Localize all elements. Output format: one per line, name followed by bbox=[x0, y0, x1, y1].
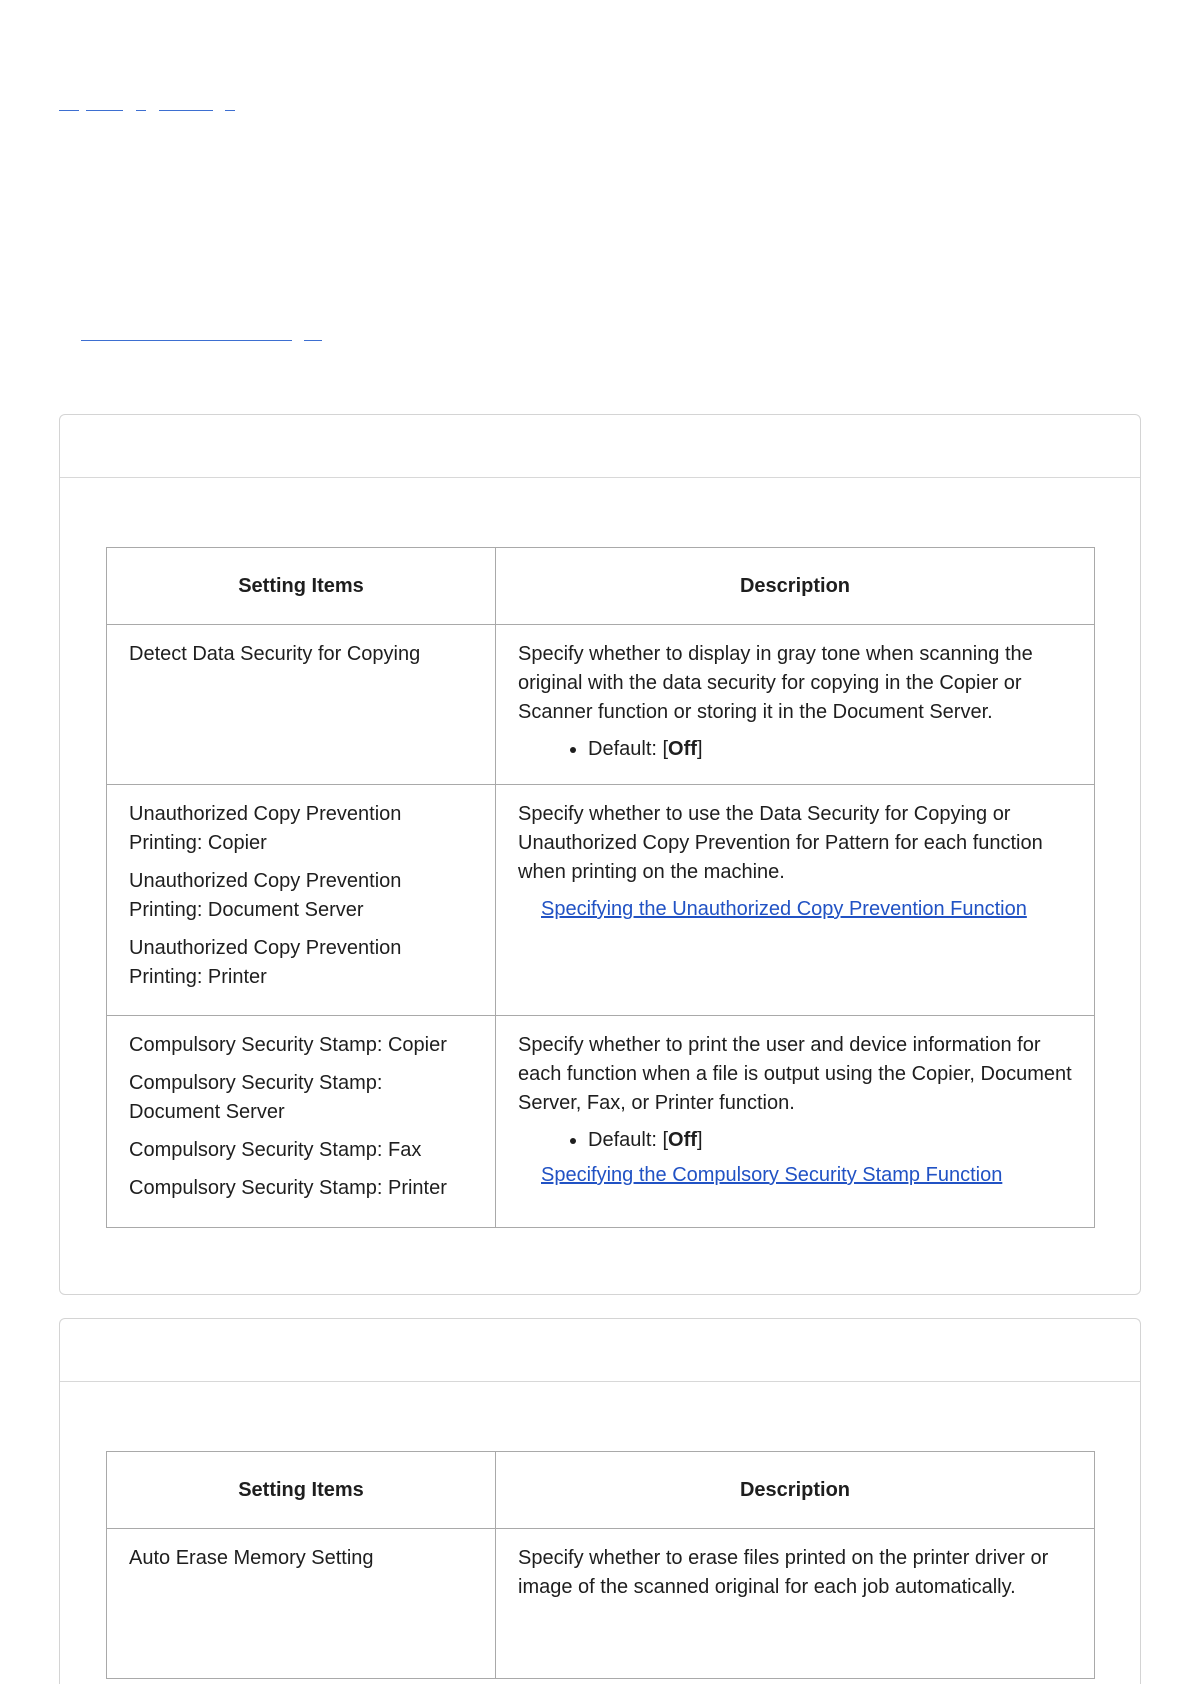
panel-header-2 bbox=[60, 1319, 1140, 1382]
setting-item: Detect Data Security for Copying bbox=[129, 643, 421, 665]
description-cell bbox=[496, 1529, 1095, 1679]
table-row bbox=[107, 625, 1095, 785]
setting-items-cell bbox=[107, 785, 496, 1016]
top-link-5[interactable] bbox=[225, 110, 235, 111]
description-text: Specify whether to erase files printed on the printer driver or image of the scanned original for each job automatically. bbox=[518, 1547, 1049, 1598]
description-cell bbox=[496, 1016, 1095, 1228]
default-value-item: • Default: [Off] bbox=[588, 735, 1072, 764]
default-list bbox=[518, 1126, 1072, 1155]
top-link-1[interactable] bbox=[59, 110, 79, 111]
settings-table-2 bbox=[106, 1451, 1095, 1679]
section-link-2[interactable] bbox=[304, 340, 322, 341]
default-list bbox=[518, 735, 1072, 764]
description-text: Specify whether to use the Data Security for Copying or Unauthorized Copy Prevention for Pattern for each function when printing on the machine. bbox=[518, 803, 1043, 883]
table-row bbox=[107, 1529, 1095, 1679]
setting-items-cell bbox=[107, 1016, 496, 1228]
description-cell bbox=[496, 625, 1095, 785]
compulsory-security-stamp-link[interactable]: Specifying the Compulsory Security Stamp Function bbox=[541, 1164, 1003, 1186]
table-row bbox=[107, 785, 1095, 1016]
top-link-3[interactable] bbox=[136, 110, 146, 111]
setting-item: Compulsory Security Stamp: Document Server bbox=[129, 1072, 383, 1123]
setting-item: Unauthorized Copy Prevention Printing: Copier bbox=[129, 803, 402, 854]
column-header-setting-items: Setting Items bbox=[107, 1452, 496, 1529]
panel-header-1 bbox=[60, 415, 1140, 478]
description-text: Specify whether to print the user and device information for each function when a file is output using the Copier, Document Server, Fax, or Printer function. bbox=[518, 1034, 1072, 1114]
description-text: Specify whether to display in gray tone when scanning the original with the data security for copying in the Copier or Scanner function or storing it in the Document Server. bbox=[518, 643, 1033, 723]
setting-item: Compulsory Security Stamp: Copier bbox=[129, 1034, 447, 1056]
table-header-row bbox=[107, 548, 1095, 625]
column-header-description: Description bbox=[496, 1452, 1095, 1529]
column-header-setting-items: Setting Items bbox=[107, 548, 496, 625]
default-value-item: • Default: [Off] bbox=[588, 1126, 1072, 1155]
settings-panel-2 bbox=[59, 1318, 1141, 1684]
section-link-1[interactable] bbox=[81, 340, 292, 341]
table-header-row bbox=[107, 1452, 1095, 1529]
setting-item: Unauthorized Copy Prevention Printing: Printer bbox=[129, 937, 402, 988]
setting-items-cell bbox=[107, 625, 496, 785]
unauthorized-copy-prevention-link[interactable]: Specifying the Unauthorized Copy Prevention Function bbox=[541, 898, 1027, 920]
column-header-description: Description bbox=[496, 548, 1095, 625]
description-cell bbox=[496, 785, 1095, 1016]
setting-item: Auto Erase Memory Setting bbox=[129, 1547, 374, 1569]
table-row bbox=[107, 1016, 1095, 1228]
top-link-2[interactable] bbox=[86, 110, 123, 111]
settings-panel-1 bbox=[59, 414, 1141, 1295]
top-link-4[interactable] bbox=[159, 110, 213, 111]
setting-item: Compulsory Security Stamp: Fax bbox=[129, 1139, 422, 1161]
settings-table-1 bbox=[106, 547, 1095, 1228]
setting-item: Unauthorized Copy Prevention Printing: Document Server bbox=[129, 870, 402, 921]
setting-item: Compulsory Security Stamp: Printer bbox=[129, 1177, 447, 1199]
setting-items-cell bbox=[107, 1529, 496, 1679]
